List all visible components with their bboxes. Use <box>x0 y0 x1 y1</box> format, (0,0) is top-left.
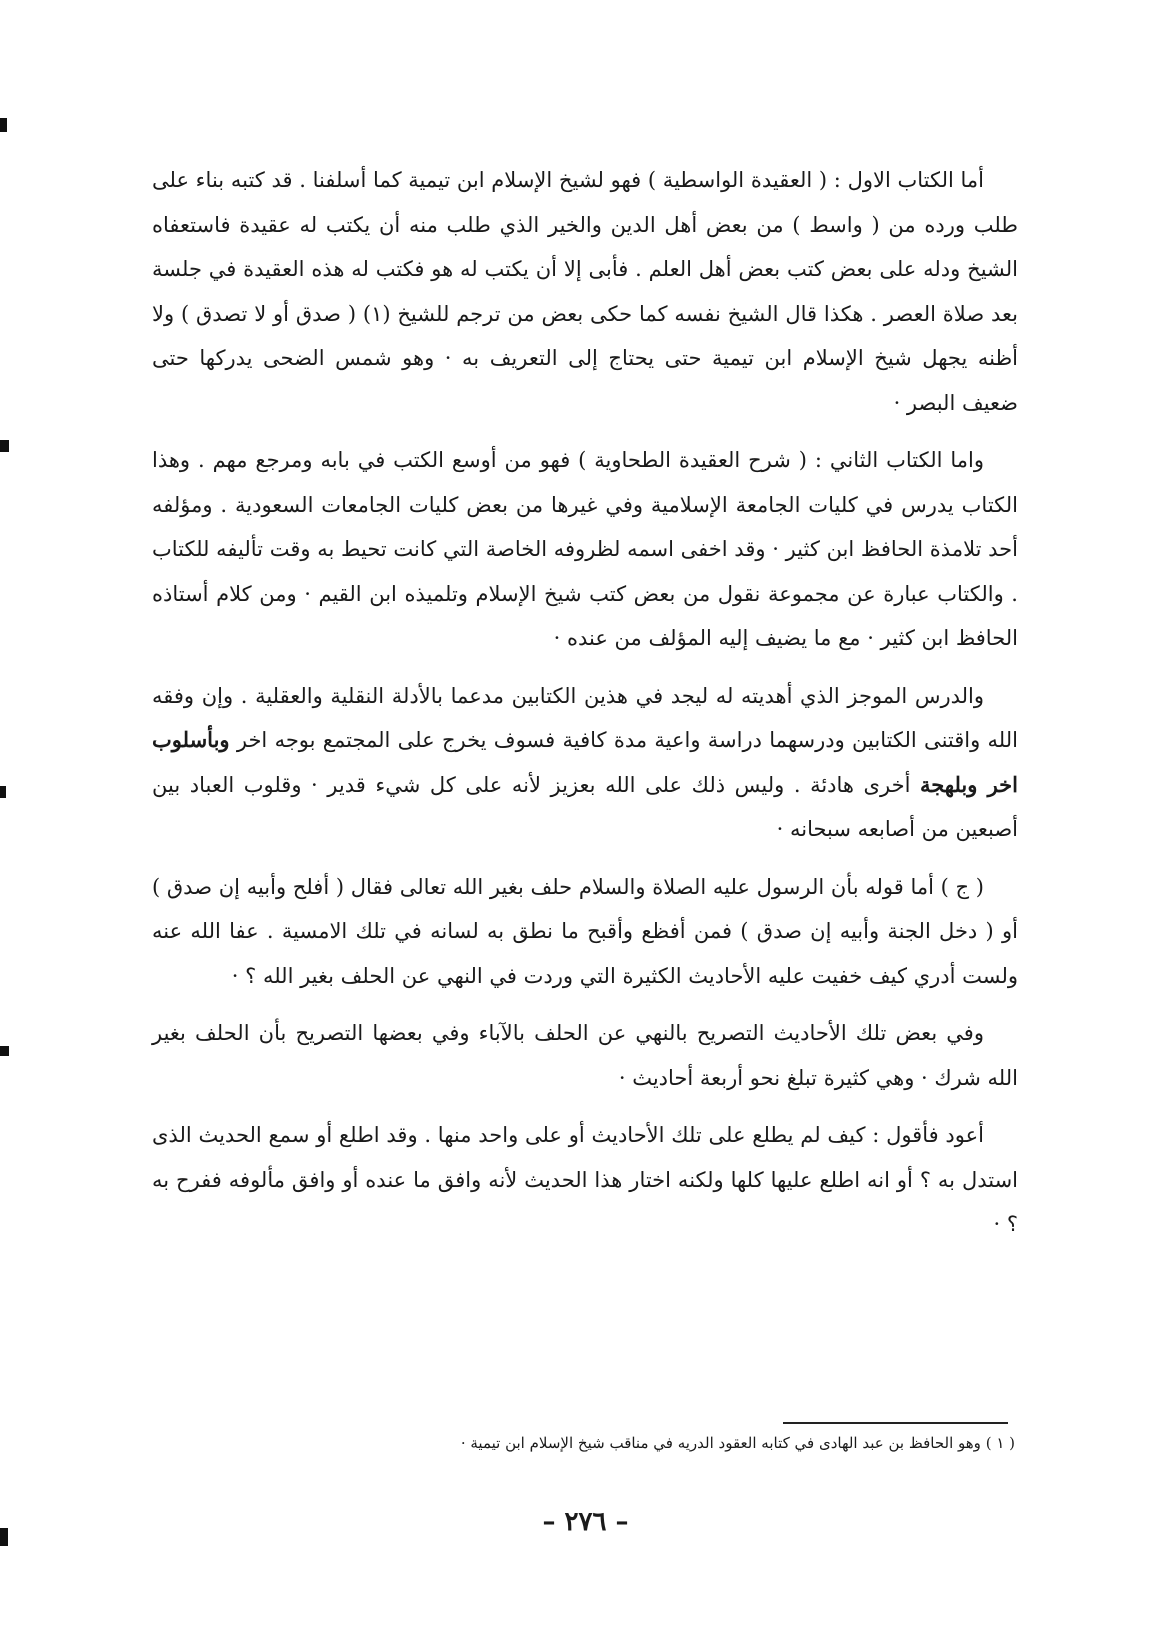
scan-edge-mark <box>0 118 7 132</box>
footnote: ( ١ ) وهو الحافظ بن عبد الهادى في كتابه العقود الدريه في مناقب شيخ الإسلام ابن تيمية · <box>460 1434 1015 1452</box>
body-text <box>152 158 1018 1260</box>
paragraph-2: واما الكتاب الثاني : ( شرح العقيدة الطحاوية ) فهو من أوسع الكتب في بابه ومرجع مهم . وهذا الكتاب يدرس في كليات الجامعة الإسلامية وفي غيرها من بعض كليات الجامعات السعودية . ومؤلفه أحد تلامذة الحافظ ابن كثير · وقد اخفى اسمه لظروفه الخاصة التي كانت تحيط به وقت تأليفه للكتاب . والكتاب عبارة عن مجموعة نقول من بعض كتب شيخ الإسلام وتلميذه ابن القيم · ومن كلام أستاذه الحافظ ابن كثير · مع ما يضيف إليه المؤلف من عنده · <box>152 448 1018 650</box>
paragraph-3: والدرس الموجز الذي أهديته له ليجد في هذين الكتابين مدعما بالأدلة النقلية والعقلية . وإن وفقه الله واقتنى الكتابين ودرسهما دراسة واعية مدة كافية فسوف يخرج على المجتمع بوجه اخر وبأسلوب اخر وبلهجة أخرى هادئة . وليس ذلك على الله بعزيز لأنه على كل شيء قدير · وقلوب العباد بين أصبعين من أصابعه سبحانه · <box>152 683 1018 841</box>
paragraph-1: أما الكتاب الاول : ( العقيدة الواسطية ) فهو لشيخ الإسلام ابن تيمية كما أسلفنا . قد كتبه بناء على طلب ورده من ( واسط ) من بعض أهل الدين والخير الذي طلب منه أن يكتب له عقيدة فاستعفاه الشيخ ودله على بعض كتب بعض أهل العلم . فأبى إلا أن يكتب له هو فكتب له هذه العقيدة في جلسة بعد صلاة العصر . هكذا قال الشيخ نفسه كما حكى بعض من ترجم للشيخ (١) ( صدق أو لا تصدق ) ولا أظنه يجهل شيخ الإسلام ابن تيمية حتى يحتاج إلى التعريف به · وهو شمس الضحى يدركها حتى ضعيف البصر · <box>152 168 1018 415</box>
paragraph-6: أعود فأقول : كيف لم يطلع على تلك الأحاديث أو على واحد منها . وقد اطلع أو سمع الحديث الذى استدل به ؟ أو انه اطلع عليها كلها ولكنه اختار هذا الحديث لأنه وافق ما عنده أو وافق مألوفه ففرح به ؟ · <box>152 1123 1018 1236</box>
scan-edge-mark <box>0 786 6 798</box>
scan-edge-mark <box>0 1528 8 1546</box>
footnote-divider <box>783 1422 1008 1424</box>
scan-edge-mark <box>0 440 9 452</box>
paragraph-5: وفي بعض تلك الأحاديث التصريح بالنهي عن الحلف بالآباء وفي بعضها التصريح بأن الحلف بغير الله شرك · وهي كثيرة تبلغ نحو أربعة أحاديث · <box>152 1021 1018 1090</box>
bold-phrase: وبأسلوب اخر وبلهجة <box>152 727 1018 797</box>
paragraph-4: ( ج ) أما قوله بأن الرسول عليه الصلاة والسلام حلف بغير الله تعالى فقال ( أفلح وأبيه إن صدق ) أو ( دخل الجنة وأبيه إن صدق ) فمن أفظع وأقبح ما نطق به لسانه في تلك الامسية . عفا الله عنه ولست أدري كيف خفيت عليه الأحاديث الكثيرة التي وردت في النهي عن الحلف بغير الله ؟ · <box>152 874 1018 988</box>
page-number: – ٢٧٦ – <box>542 1507 629 1537</box>
scan-edge-mark <box>0 1046 9 1056</box>
